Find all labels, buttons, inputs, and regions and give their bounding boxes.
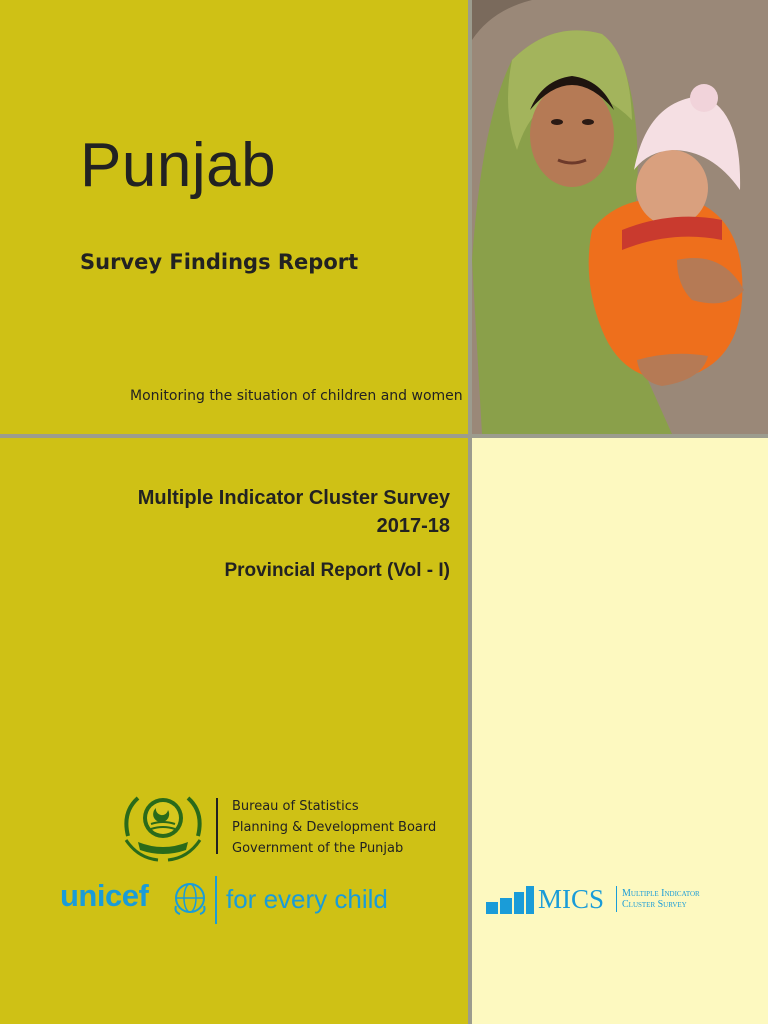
publisher-lines — [232, 796, 436, 859]
unicef-logo — [60, 872, 460, 928]
mics-separator — [616, 886, 617, 912]
region-title: Punjab — [80, 131, 277, 200]
government-publisher-block — [118, 788, 438, 864]
mics-logo — [486, 882, 746, 922]
mother-child-photo-illustration — [472, 0, 768, 434]
punjab-government-emblem-icon — [118, 788, 208, 864]
volume-label: Provincial Report (Vol - I) — [224, 560, 450, 581]
survey-name: Multiple Indicator Cluster Survey — [137, 487, 450, 509]
survey-title — [138, 484, 450, 540]
unicef-slogan: for every child — [226, 884, 388, 914]
cover-top-left-panel — [0, 0, 468, 434]
vertical-divider — [468, 0, 472, 1024]
survey-year: 2017-18 — [376, 515, 450, 537]
cover-tagline: Monitoring the situation of children and women — [130, 388, 463, 404]
publisher-separator — [216, 798, 218, 854]
unicef-wordmark: unicef — [60, 878, 149, 913]
mics-subtitle-line1: Multiple Indicator — [622, 888, 700, 899]
unicef-separator — [215, 876, 217, 924]
mics-wordmark: MICS — [538, 884, 605, 914]
publisher-line-board: Planning & Development Board — [232, 820, 437, 835]
publisher-line-government: Government of the Punjab — [232, 841, 404, 856]
horizontal-divider — [0, 434, 768, 438]
mics-subtitle-line2: Cluster Survey — [622, 899, 687, 910]
report-type-heading: Survey Findings Report — [80, 250, 359, 274]
cover-photo — [472, 0, 768, 434]
mics-bars-icon — [486, 884, 536, 916]
cover-bottom-right-panel — [472, 438, 768, 1024]
unicef-globe-icon — [172, 880, 208, 916]
mics-subtitle — [622, 888, 700, 910]
publisher-line-bureau: Bureau of Statistics — [232, 799, 359, 814]
